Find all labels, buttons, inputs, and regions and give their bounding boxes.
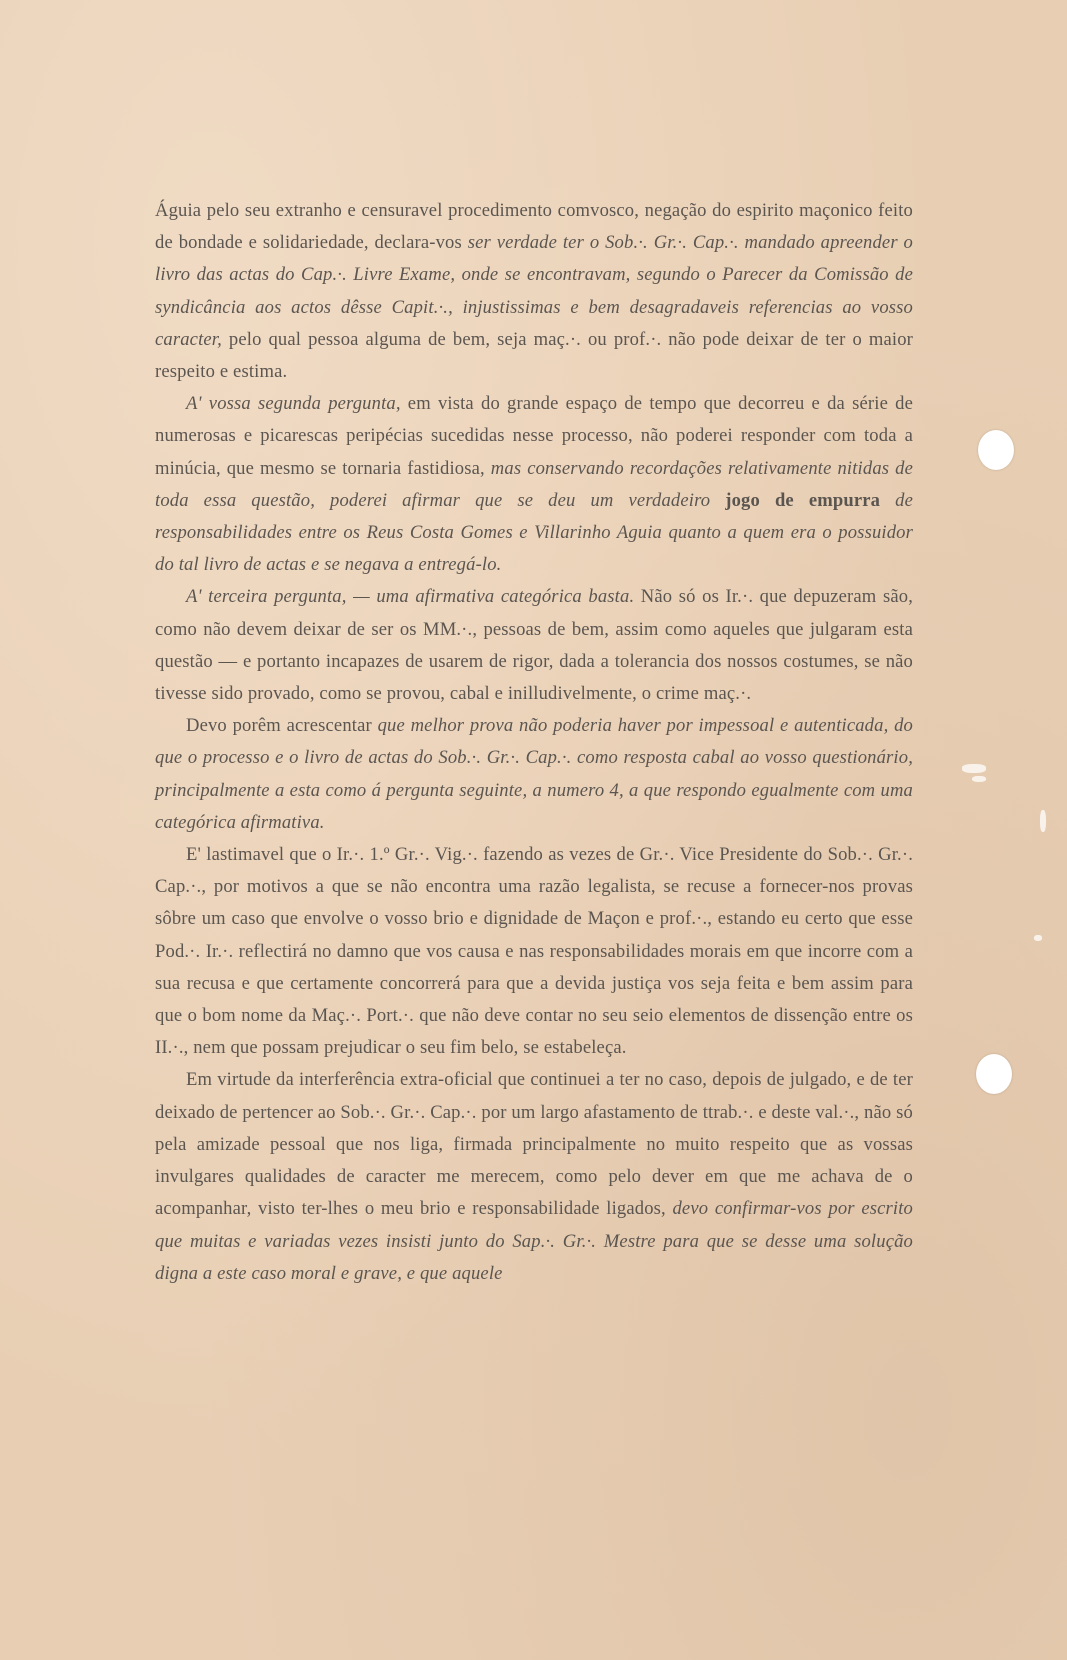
text-segment: devo confirmar-vos por escrito que muitas e variadas vezes insisti junto do Sap.·. Gr.·. Mestre para que se desse uma solução digna a este caso moral e grave, e que aquele	[155, 1198, 913, 1284]
body-text	[155, 195, 913, 1290]
punch-hole-top	[978, 430, 1014, 470]
text-segment: mas conservando recordações relativamente nitidas de toda essa questão, poderei afirmar que se deu um verdadeiro	[155, 457, 913, 511]
paragraph	[155, 388, 913, 581]
paper-blemish	[962, 764, 986, 773]
text-segment: pelo qual pessoa alguma de bem, seja maç.·. ou prof.·. não pode deixar de ter o maior respeito e estima.	[155, 328, 913, 383]
text-segment: que melhor prova não poderia haver por impessoal e autenticada, do que o processo e o livro de actas do Sob.·. Gr.·. Cap.·. como resposta cabal ao vosso questionário, principalmente a esta como á pergunta seguinte, a numero 4, a que respondo egualmente com uma categórica afirmativa.	[155, 715, 913, 833]
punch-hole-bottom	[976, 1054, 1012, 1094]
paper-blemish	[1040, 810, 1046, 832]
text-segment: Não só os Ir.·. que depuzeram são, como não devem deixar de ser os MM.·., pessoas de bem, assim como aqueles que julgaram esta questão — e portanto incapazes de usarem de rigor, dada a tolerancia dos nossos costumes, se não tivesse sido provado, como se provou, cabal e inilludivelmente, o crime maç.·.	[155, 586, 913, 705]
paragraph	[155, 710, 913, 839]
text-segment: Em virtude da interferência extra-oficial que continuei a ter no caso, depois de julgado, e de ter deixado de pertencer ao Sob.·. Gr.·. Cap.·. por um largo afastamento de ttrab.·. e deste val.·., não só pela amizade pessoal que nos liga, firmada principalmente no muito respeito que as vossas invulgares qualidades de caracter me merecem, como pelo dever em que me achava de o acompanhar, visto ter-lhes o meu brio e responsabilidade ligados,	[155, 1069, 913, 1220]
paragraph	[155, 195, 913, 388]
text-segment: Águia pelo seu extranho e censuravel procedimento comvosco, negação do espirito maçonico feito de bondade e solidariedade, declara-vos	[155, 200, 913, 254]
text-segment: em vista do grande espaço de tempo que decorreu e da série de numerosas e picarescas peripécias sucedidas nesse processo, não poderei responder com toda a minúcia, que mesmo se tornaria fastidiosa,	[155, 393, 913, 479]
text-segment: Devo porêm acrescentar	[186, 715, 378, 737]
text-segment: E' lastimavel que o Ir.·. 1.º Gr.·. Vig.·. fazendo as vezes de Gr.·. Vice Presidente do Sob.·. Gr.·. Cap.·., por motivos a que se não encontra uma razão legalista, se recuse a fornecer-nos provas sôbre um caso que envolve o vosso brio e dignidade de Maçon e prof.·., estando eu certo que esse Pod.·. Ir.·. reflectirá no damno que vos causa e nas responsabilidades morais em que incorre com a sua recusa e que certamente concorrerá para que a devida justiça vos seja feita e bem assim para que o bom nome da Maç.·. Port.·. que não deve contar no seu seio elementos de dissenção entre os II.·., nem que possam prejudicar o seu fim belo, se estabeleça.	[155, 844, 913, 1059]
text-segment: de responsabilidades entre os Reus Costa Gomes e Villarinho Aguia quanto a quem era o possuidor do tal livro de actas e se negava a entregá-lo.	[155, 489, 913, 576]
paragraph	[155, 1064, 913, 1289]
paragraph	[155, 839, 913, 1064]
text-segment: jogo de empurra	[710, 489, 896, 511]
text-segment: A' terceira pergunta, — uma afirmativa categórica basta.	[186, 586, 635, 608]
text-segment: ser verdade ter o Sob.·. Gr.·. Cap.·. mandado apreender o livro das actas do Cap.·. Livre Exame, onde se encontravam, segundo o Parecer da Comissão de syndicância aos actos dêsse Capit.·., injustissimas e bem desagradaveis referencias ao vosso caracter,	[155, 232, 913, 350]
paper-blemish	[1034, 935, 1042, 941]
paper-blemish	[972, 776, 986, 782]
text-segment: A' vossa segunda pergunta,	[186, 393, 401, 415]
paragraph	[155, 581, 913, 710]
